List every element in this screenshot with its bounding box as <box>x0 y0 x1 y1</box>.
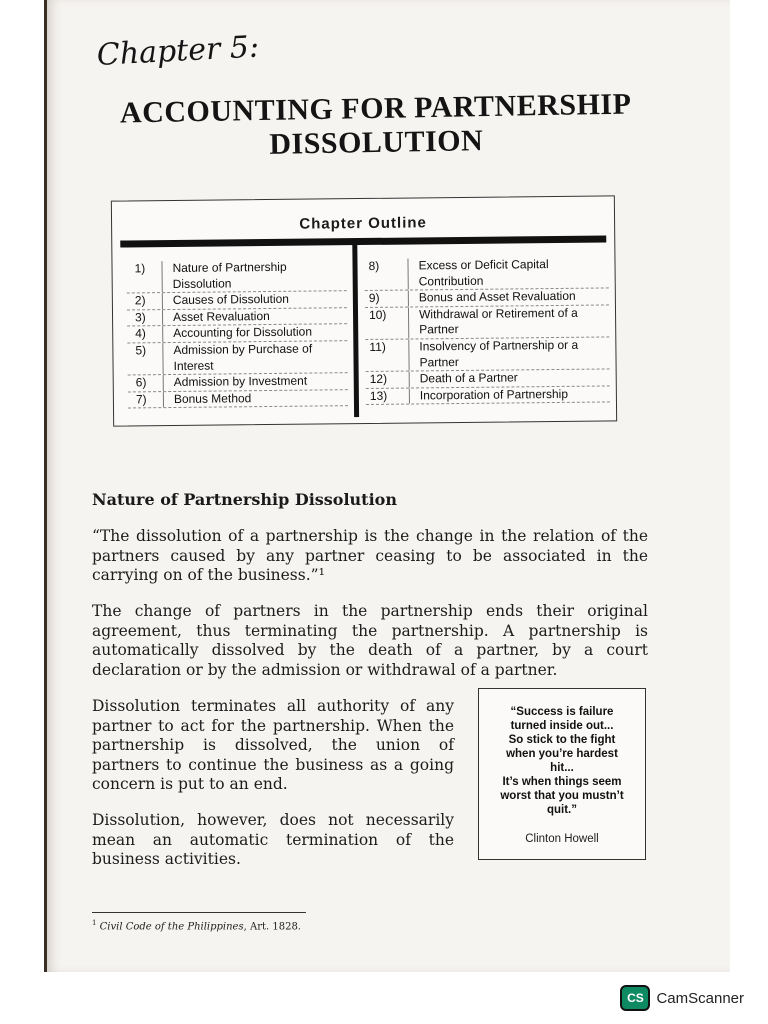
outline-left-column <box>126 259 348 409</box>
camscanner-logo-icon: CS <box>620 985 650 1011</box>
outline-right-column <box>364 256 610 405</box>
outline-item-text: Asset Revaluation <box>172 308 270 324</box>
outline-item-number: 2) <box>127 293 163 309</box>
footnote-rule <box>92 912 306 913</box>
chapter-outline-box <box>111 195 617 426</box>
outline-item <box>126 259 346 293</box>
footnote-article: , Art. 1828. <box>243 921 301 933</box>
outline-item-number: 5) <box>127 343 163 375</box>
outline-item <box>366 386 610 405</box>
outline-item-text: Admission by Purchase of Interest <box>173 341 313 373</box>
outline-item-text: Accounting for Dissolution <box>173 324 313 341</box>
paragraph-change-of-partners: The change of partners in the partnership ends their original agreement, thus terminating the partnership. A partnership is automatically dissolved by the death of a partner, by a court declaration or by the admission or withdrawal of a partner. <box>92 602 648 679</box>
outline-item <box>127 341 347 375</box>
chapter-label: Chapter 5: <box>96 29 260 73</box>
outline-item <box>364 256 608 291</box>
outline-item-number: 11) <box>365 339 409 371</box>
outline-item-number: 7) <box>128 392 164 408</box>
quote-text: “Success is failure turned inside out... So stick to the fight when you’re hardest hit... It’s when things seem worst that you mustn’t quit.” <box>500 706 624 816</box>
outline-item-text: Nature of Partnership Dissolution <box>172 259 287 291</box>
outline-item-number: 6) <box>128 375 164 391</box>
outline-heading: Chapter Outline <box>299 214 427 233</box>
outline-item-number: 3) <box>127 310 163 326</box>
outline-item-text: Insolvency of Partnership or a Partner <box>419 337 579 369</box>
paragraph-business-activities: Dissolution, however, does not necessarily mean an automatic termination of the business activities. <box>92 811 454 868</box>
outline-item-number: 1) <box>126 261 162 293</box>
quote-box <box>478 688 646 860</box>
footnote-marker: 1 <box>92 919 97 927</box>
outline-item-text: Incorporation of Partnership <box>419 386 569 403</box>
outline-item-text: Bonus and Asset Revaluation <box>418 288 576 305</box>
quote-author: Clinton Howell <box>525 833 599 845</box>
outline-item-number: 9) <box>365 291 409 307</box>
camscanner-label: CamScanner <box>656 989 744 1007</box>
outline-item-text: Bonus Method <box>173 390 252 406</box>
section-heading: Nature of Partnership Dissolution <box>92 490 397 509</box>
footnote <box>92 919 301 932</box>
outline-item-text: Admission by Investment <box>173 373 308 390</box>
outline-item-number: 4) <box>127 326 163 342</box>
outline-item-text: Withdrawal or Retirement of a Partner <box>418 305 578 337</box>
chapter-title: ACCOUNTING FOR PARTNERSHIP DISSOLUTION <box>119 87 632 161</box>
outline-item-number: 12) <box>366 372 410 388</box>
outline-item-number: 13) <box>366 388 410 404</box>
outline-item-number: 8) <box>364 259 408 291</box>
camscanner-watermark <box>620 985 744 1011</box>
outline-item-text: Death of a Partner <box>419 370 518 386</box>
outline-item <box>128 390 348 409</box>
outline-item <box>365 337 609 372</box>
outline-divider <box>352 239 359 417</box>
outline-item-text: Causes of Dissolution <box>172 291 290 308</box>
outline-item-text: Excess or Deficit Capital Contribution <box>418 257 549 289</box>
outline-item <box>365 305 609 340</box>
paragraph-authority: Dissolution terminates all authority of any partner to act for the partnership. When the partnership is dissolved, the union of partners to continue the business as a going concern is put to an end. <box>92 697 454 793</box>
paragraph-definition: “The dissolution of a partnership is the change in the relation of the partners caused by any partner ceasing to be associated in the carrying on of the business.”¹ <box>92 527 648 584</box>
outline-item-number: 10) <box>365 307 409 339</box>
outline-rule <box>120 235 606 247</box>
footnote-source: Civil Code of the Philippines <box>99 921 244 933</box>
